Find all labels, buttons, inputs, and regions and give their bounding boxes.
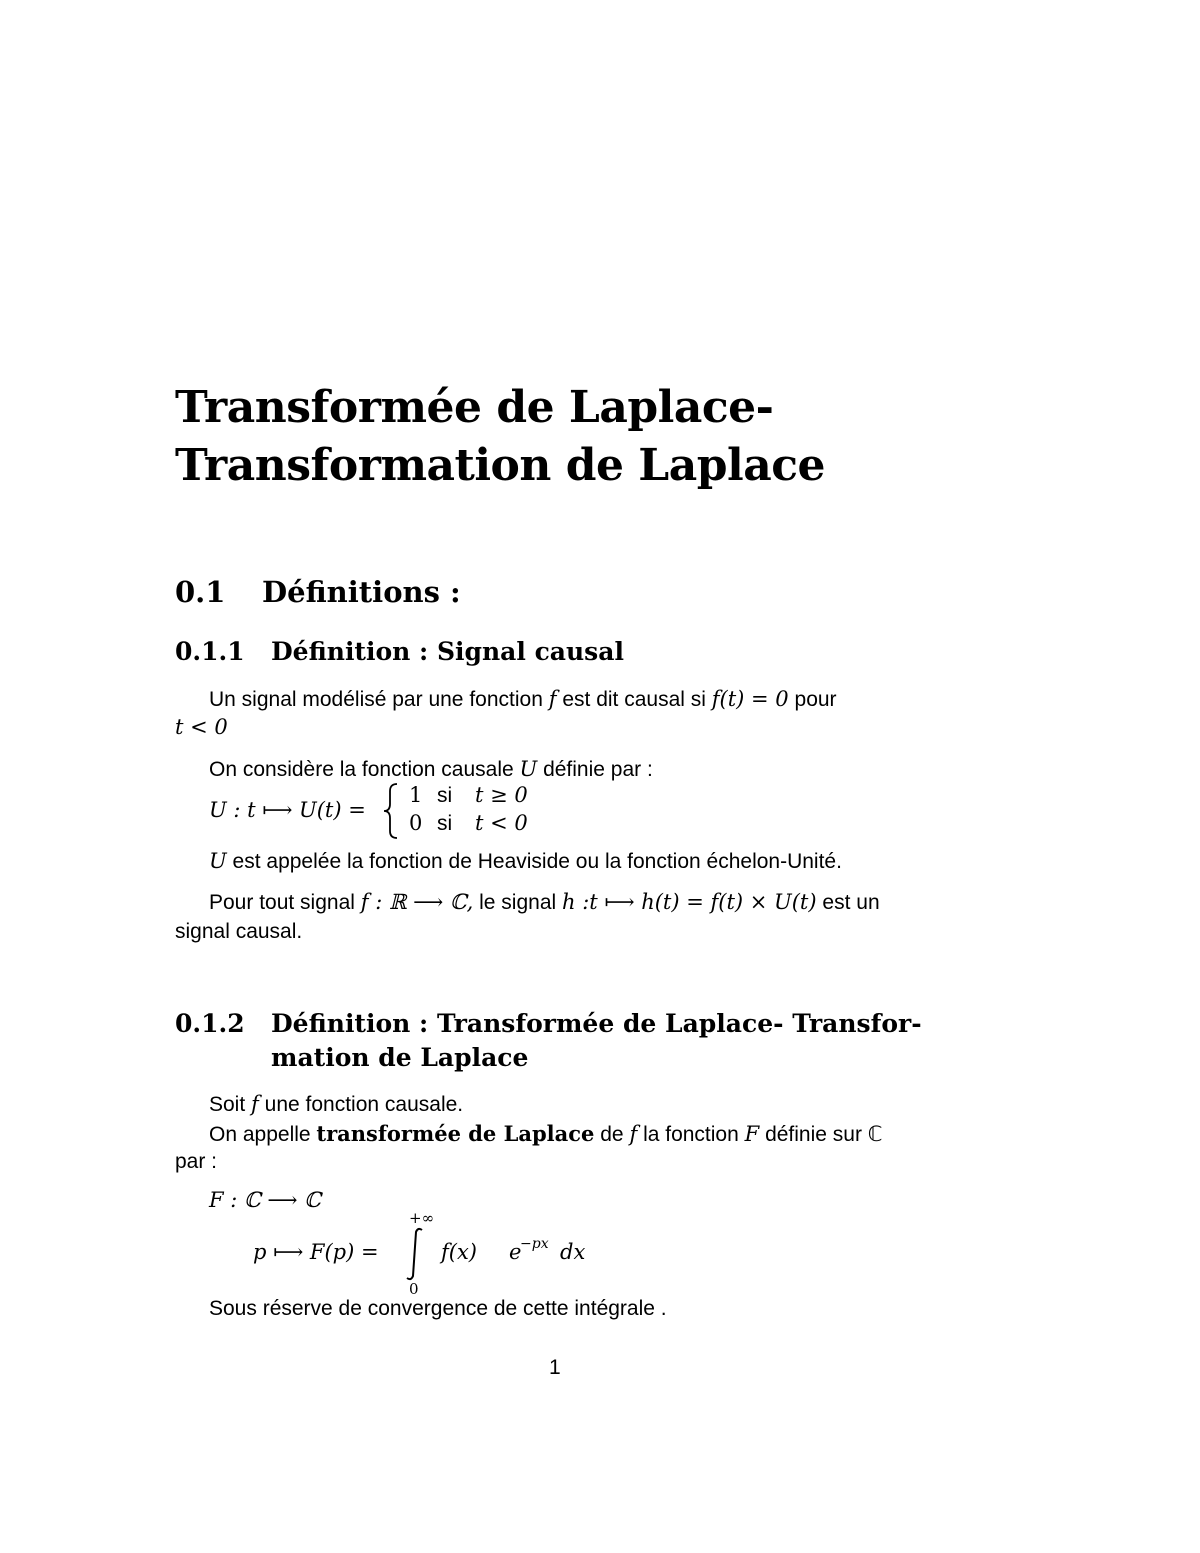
integrand-f: f(x) xyxy=(441,1240,478,1264)
text: pour xyxy=(794,688,837,711)
subsection-1-title: Définition : Signal causal xyxy=(271,637,624,666)
laplace-intro xyxy=(209,1092,463,1117)
text: une fonction causale. xyxy=(264,1093,464,1116)
case2-condition: t < 0 xyxy=(475,811,528,835)
subsection-2-title-line1: Définition : Transformée de Laplace- Transfor- xyxy=(271,1009,922,1038)
bold-term: transformée de Laplace xyxy=(316,1121,595,1146)
math-f: f xyxy=(629,1122,638,1146)
text: la fonction xyxy=(643,1123,739,1146)
math-f: f xyxy=(251,1092,259,1116)
text: Pour tout signal xyxy=(209,891,355,914)
math-h-def: h :t ⟼ h(t) = f(t) × U(t) xyxy=(562,890,817,914)
text: est dit causal si xyxy=(562,688,706,711)
document-title-line1: Transformée de Laplace- xyxy=(175,382,774,433)
left-brace-icon xyxy=(382,782,400,840)
text: On considère la fonction causale xyxy=(209,758,514,781)
math-condition: f(t) = 0 xyxy=(711,687,789,711)
case1-value: 1 xyxy=(409,783,423,807)
math-U: U xyxy=(209,849,227,873)
subsection-2-number: 0.1.2 xyxy=(175,1009,245,1038)
integral-lower-bound: 0 xyxy=(409,1280,419,1298)
document-title-line2: Transformation de Laplace xyxy=(175,440,826,491)
math-U: U xyxy=(519,757,538,781)
heaviside-intro xyxy=(209,757,653,782)
text: définie sur ℂ xyxy=(765,1123,883,1146)
section-number: 0.1 xyxy=(175,575,226,609)
subsection-1-number: 0.1.1 xyxy=(175,637,245,666)
laplace-map-lhs: p ⟼ F(p) = xyxy=(253,1240,379,1264)
causal-signal-line2: signal causal. xyxy=(175,920,303,943)
math-f-map: f : ℝ ⟶ ℂ, xyxy=(360,890,474,914)
causal-definition-line1 xyxy=(209,687,837,712)
math-F: F xyxy=(744,1122,760,1146)
text: définie par : xyxy=(543,758,653,781)
integral-upper-bound: +∞ xyxy=(409,1209,435,1227)
text: est appelée la fonction de Heaviside ou la fonction échelon-Unité. xyxy=(232,850,842,873)
text: Un signal modélisé par une fonction xyxy=(209,688,543,711)
case1-si: si xyxy=(437,784,453,807)
integral-sign-icon xyxy=(403,1226,427,1282)
subsection-2-title-line2: mation de Laplace xyxy=(271,1043,529,1072)
section-title: Définitions : xyxy=(262,575,461,609)
convergence-note: Sous réserve de convergence de cette intégrale . xyxy=(209,1297,667,1320)
text: de xyxy=(600,1123,624,1146)
case2-si: si xyxy=(437,812,453,835)
case1-condition: t ≥ 0 xyxy=(475,783,528,807)
text: Soit xyxy=(209,1093,246,1116)
heaviside-naming xyxy=(209,849,842,874)
case2-value: 0 xyxy=(409,811,423,835)
laplace-definition-line1 xyxy=(209,1121,882,1147)
integrand-dx: dx xyxy=(560,1240,586,1264)
causal-definition-line2: t < 0 xyxy=(175,715,228,739)
math-f: f xyxy=(548,687,557,711)
text: le signal xyxy=(479,891,557,914)
text: On appelle xyxy=(209,1123,311,1146)
heaviside-lhs: U : t ⟼ U(t) = xyxy=(209,798,366,822)
integrand-exp-base: e xyxy=(509,1240,522,1264)
laplace-definition-line2: par : xyxy=(175,1150,218,1173)
causal-signal-line1 xyxy=(209,890,880,915)
integrand-exponent: −px xyxy=(520,1236,549,1252)
laplace-map-domain: F : ℂ ⟶ ℂ xyxy=(209,1188,321,1212)
text: est un xyxy=(822,891,880,914)
page-number: 1 xyxy=(549,1356,561,1379)
